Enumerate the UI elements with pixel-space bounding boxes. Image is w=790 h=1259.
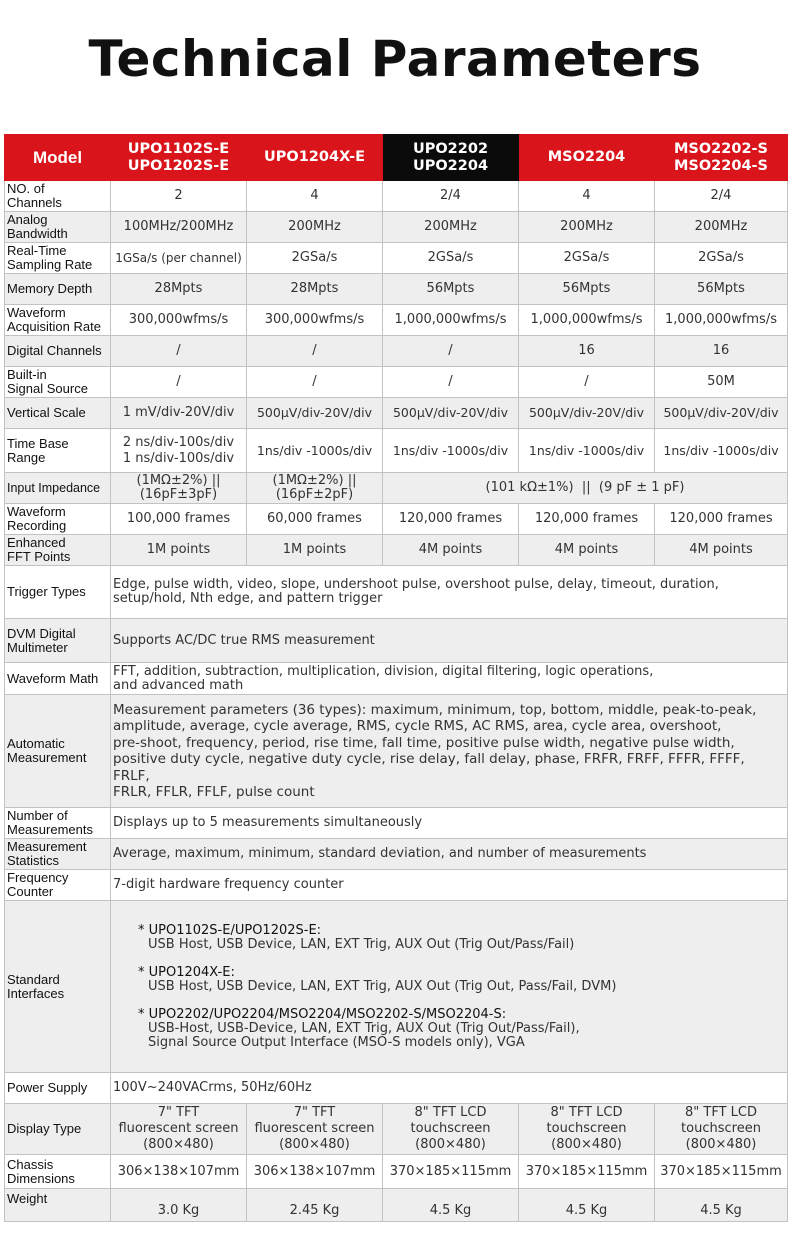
cell-value: (1MΩ±2%) || (16pF±3pF) xyxy=(111,473,247,504)
interface-group-heading: * UPO1204X-E: xyxy=(138,964,235,980)
cell-value: 4 xyxy=(519,181,655,212)
page-title: Technical Parameters xyxy=(88,30,702,88)
cell-value: 1,000,000wfms/s xyxy=(383,305,519,336)
cell-value: 2/4 xyxy=(655,181,788,212)
cell-value: 2/4 xyxy=(383,181,519,212)
row-fft xyxy=(5,535,788,566)
row-label: Weight xyxy=(5,1189,111,1222)
cell-value: 8" TFT LCD touchscreen (800×480) xyxy=(383,1104,519,1155)
row-vertical-scale xyxy=(5,398,788,429)
cell-value: 56Mpts xyxy=(383,274,519,305)
cell-value: 1ns/div -1000s/div xyxy=(519,429,655,473)
row-timebase xyxy=(5,429,788,473)
cell-value: Average, maximum, minimum, standard deviation, and number of measurements xyxy=(111,839,788,870)
cell-value: 4M points xyxy=(519,535,655,566)
cell-value: 306×138×107mm xyxy=(247,1155,383,1189)
cell-value: FFT, addition, subtraction, multiplication, division, digital filtering, logic operations, and advanced math xyxy=(111,663,788,695)
cell-value: / xyxy=(247,336,383,367)
cell-value: 200MHz xyxy=(383,212,519,243)
row-bandwidth xyxy=(5,212,788,243)
row-label: Waveform Acquisition Rate xyxy=(5,305,111,336)
cell-value: 4.5 Kg xyxy=(519,1189,655,1222)
row-automatic-measurement xyxy=(5,695,788,808)
cell-value: 300,000wfms/s xyxy=(247,305,383,336)
cell-value: 1ns/div -1000s/div xyxy=(655,429,788,473)
interface-group-text: USB Host, USB Device, LAN, EXT Trig, AUX Out (Trig Out/Pass/Fail) xyxy=(148,936,575,952)
cell-value: 28Mpts xyxy=(111,274,247,305)
cell-value: 2GSa/s xyxy=(655,243,788,274)
cell-value: 8" TFT LCD touchscreen (800×480) xyxy=(519,1104,655,1155)
cell-value: (101 kΩ±1%) || (9 pF ± 1 pF) xyxy=(383,473,788,504)
cell-value: 4.5 Kg xyxy=(655,1189,788,1222)
cell-value: 7-digit hardware frequency counter xyxy=(111,870,788,901)
row-label: Frequency Counter xyxy=(5,870,111,901)
interface-group-heading: * UPO2202/UPO2204/MSO2204/MSO2202-S/MSO2204-S: xyxy=(138,1006,507,1022)
row-label: Enhanced FFT Points xyxy=(5,535,111,566)
cell-value: / xyxy=(383,336,519,367)
cell-value: Edge, pulse width, video, slope, undershoot pulse, overshoot pulse, delay, timeout, duration, setup/hold, Nth edge, and pattern trigger xyxy=(111,566,788,619)
cell-value: 7" TFT fluorescent screen (800×480) xyxy=(111,1104,247,1155)
row-impedance xyxy=(5,473,788,504)
row-waveform-rate xyxy=(5,305,788,336)
cell-value: 60,000 frames xyxy=(247,504,383,535)
interface-group-text: USB Host, USB Device, LAN, EXT Trig, AUX Out (Trig Out, Pass/Fail, DVM) xyxy=(148,978,617,994)
cell-value: 1ns/div -1000s/div xyxy=(383,429,519,473)
cell-value: 4.5 Kg xyxy=(383,1189,519,1222)
row-signal-source xyxy=(5,367,788,398)
cell-value: 56Mpts xyxy=(519,274,655,305)
cell-value: 2.45 Kg xyxy=(247,1189,383,1222)
row-interfaces xyxy=(5,901,788,1073)
cell-value: 8" TFT LCD touchscreen (800×480) xyxy=(655,1104,788,1155)
row-label: Chassis Dimensions xyxy=(5,1155,111,1189)
row-label: Automatic Measurement xyxy=(5,695,111,808)
cell-value: 500μV/div-20V/div xyxy=(383,398,519,429)
cell-value: 120,000 frames xyxy=(383,504,519,535)
cell-value: / xyxy=(247,367,383,398)
cell-value: 100,000 frames xyxy=(111,504,247,535)
cell-value: / xyxy=(111,336,247,367)
row-weight xyxy=(5,1189,788,1222)
cell-value: 1ns/div -1000s/div xyxy=(247,429,383,473)
cell-value: 28Mpts xyxy=(247,274,383,305)
cell-value: 370×185×115mm xyxy=(383,1155,519,1189)
cell-value: 16 xyxy=(655,336,788,367)
row-label: Real-Time Sampling Rate xyxy=(5,243,111,274)
cell-value: 1 mV/div-20V/div xyxy=(111,398,247,429)
cell-value: 1,000,000wfms/s xyxy=(655,305,788,336)
row-channels xyxy=(5,181,788,212)
row-power xyxy=(5,1073,788,1104)
interfaces-cell xyxy=(111,901,788,1073)
cell-value: 1M points xyxy=(111,535,247,566)
cell-value: (1MΩ±2%) || (16pF±2pF) xyxy=(247,473,383,504)
interface-group-heading: * UPO1102S-E/UPO1202S-E: xyxy=(138,922,322,938)
cell-value: 2GSa/s xyxy=(247,243,383,274)
cell-value: 7" TFT fluorescent screen (800×480) xyxy=(247,1104,383,1155)
row-label: Digital Channels xyxy=(5,336,111,367)
row-digital-channels xyxy=(5,336,788,367)
row-label: Waveform Recording xyxy=(5,504,111,535)
row-label: Input Impedance xyxy=(5,473,111,504)
cell-value: / xyxy=(111,367,247,398)
row-frequency-counter xyxy=(5,870,788,901)
cell-value: 2GSa/s xyxy=(383,243,519,274)
row-label: NO. of Channels xyxy=(5,181,111,212)
cell-value: 2 ns/div-100s/div 1 ns/div-100s/div xyxy=(111,429,247,473)
cell-value: 2GSa/s xyxy=(519,243,655,274)
cell-value: 370×185×115mm xyxy=(519,1155,655,1189)
cell-value: / xyxy=(383,367,519,398)
row-label: Display Type xyxy=(5,1104,111,1155)
row-label: Vertical Scale xyxy=(5,398,111,429)
row-memory xyxy=(5,274,788,305)
row-dvm xyxy=(5,619,788,663)
row-label: Measurement Statistics xyxy=(5,839,111,870)
cell-value: 1M points xyxy=(247,535,383,566)
cell-value: 2 xyxy=(111,181,247,212)
cell-value: 300,000wfms/s xyxy=(111,305,247,336)
cell-value: 100V~240VACrms, 50Hz/60Hz xyxy=(111,1073,788,1104)
cell-value: 1GSa/s (per channel) xyxy=(111,243,247,274)
row-display xyxy=(5,1104,788,1155)
row-recording xyxy=(5,504,788,535)
header-row xyxy=(5,135,788,181)
cell-value: 56Mpts xyxy=(655,274,788,305)
cell-value: 4 xyxy=(247,181,383,212)
cell-value: 1,000,000wfms/s xyxy=(519,305,655,336)
cell-value: 3.0 Kg xyxy=(111,1189,247,1222)
model-upo1204x: UPO1204X-E xyxy=(247,135,383,181)
row-label: Built-in Signal Source xyxy=(5,367,111,398)
row-label: Number of Measurements xyxy=(5,808,111,839)
cell-value: 200MHz xyxy=(519,212,655,243)
cell-value: 500μV/div-20V/div xyxy=(655,398,788,429)
model-mso2204: MSO2204 xyxy=(519,135,655,181)
cell-value: Measurement parameters (36 types): maximum, minimum, top, bottom, middle, peak-to-peak, amplitude, average, cycle average, RMS, cycle RMS, AC RMS, area, cycle area, overshoot, pre-shoot, frequency, period, rise time, fall time, positive pulse width, negative pulse width, positive duty cycle, negative duty cycle, rise delay, fall delay, phase, FRFR, FRFF, FFFR, FFFF, FRLF, FRLR, FFLR, FFLF, pulse count xyxy=(111,695,788,808)
row-label: Analog Bandwidth xyxy=(5,212,111,243)
row-label: Power Supply xyxy=(5,1073,111,1104)
model-label: Model xyxy=(5,135,111,181)
cell-value: 4M points xyxy=(383,535,519,566)
cell-value: 306×138×107mm xyxy=(111,1155,247,1189)
cell-value: Supports AC/DC true RMS measurement xyxy=(111,619,788,663)
model-mso2202s: MSO2202-S MSO2204-S xyxy=(655,135,788,181)
cell-value: 100MHz/200MHz xyxy=(111,212,247,243)
cell-value: 120,000 frames xyxy=(519,504,655,535)
cell-value: 370×185×115mm xyxy=(655,1155,788,1189)
row-sampling xyxy=(5,243,788,274)
row-trigger xyxy=(5,566,788,619)
cell-value: 16 xyxy=(519,336,655,367)
cell-value: Displays up to 5 measurements simultaneously xyxy=(111,808,788,839)
cell-value: / xyxy=(519,367,655,398)
row-label: Trigger Types xyxy=(5,566,111,619)
cell-value: 120,000 frames xyxy=(655,504,788,535)
cell-value: 500μV/div-20V/div xyxy=(247,398,383,429)
cell-value: 50M xyxy=(655,367,788,398)
cell-value: 200MHz xyxy=(247,212,383,243)
spec-table xyxy=(4,134,788,1222)
row-chassis xyxy=(5,1155,788,1189)
row-label: Memory Depth xyxy=(5,274,111,305)
model-upo2202: UPO2202 UPO2204 xyxy=(383,135,519,181)
cell-value: 4M points xyxy=(655,535,788,566)
model-upo1102s: UPO1102S-E UPO1202S-E xyxy=(111,135,247,181)
row-label: Time Base Range xyxy=(5,429,111,473)
row-label: DVM Digital Multimeter xyxy=(5,619,111,663)
cell-value: 200MHz xyxy=(655,212,788,243)
row-num-measurements xyxy=(5,808,788,839)
cell-value: 500μV/div-20V/div xyxy=(519,398,655,429)
row-label: Waveform Math xyxy=(5,663,111,695)
row-math xyxy=(5,663,788,695)
row-label: Standard Interfaces xyxy=(5,901,111,1073)
row-statistics xyxy=(5,839,788,870)
interface-group-text: USB-Host, USB-Device, LAN, EXT Trig, AUX Out (Trig Out/Pass/Fail), Signal Source Output Interface (MSO-S models only), VGA xyxy=(148,1020,580,1050)
